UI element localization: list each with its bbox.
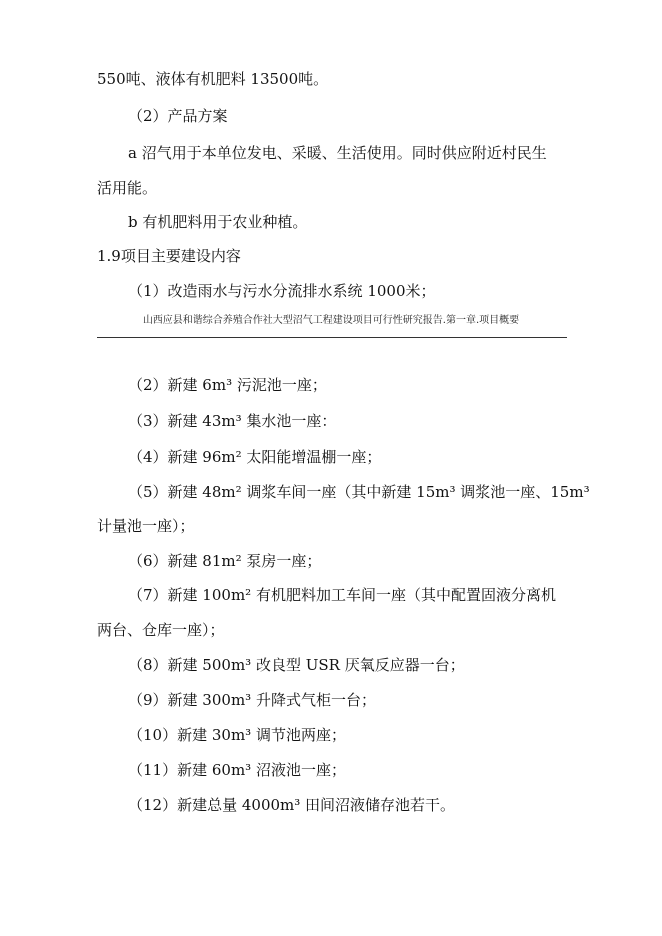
paragraph-line: a 沼气用于本单位发电、采暖、生活使用。同时供应附近村民生 xyxy=(128,144,547,162)
list-item-continuation: 两台、仓库一座）； xyxy=(97,621,225,639)
list-item-continuation: 计量池一座）； xyxy=(97,517,195,535)
list-item: （5）新建 48m² 调浆车间一座（其中新建 15m³ 调浆池一座、15m³ xyxy=(128,483,590,501)
list-item: （7）新建 100m² 有机肥料加工车间一座（其中配置固液分离机 xyxy=(128,586,556,604)
list-item: （6）新建 81m² 泵房一座； xyxy=(128,552,322,570)
section-heading-product-plan: （2）产品方案 xyxy=(128,107,228,125)
list-item: （3）新建 43m³ 集水池一座： xyxy=(128,412,337,430)
section-heading-construction: 1.9项目主要建设内容 xyxy=(97,247,241,265)
footer-divider xyxy=(97,337,567,338)
list-item: （11）新建 60m³ 沼液池一座； xyxy=(128,761,346,779)
list-item: （2）新建 6m³ 污泥池一座； xyxy=(128,376,327,394)
list-item: （8）新建 500m³ 改良型 USR 厌氧反应器一台； xyxy=(128,656,465,674)
list-item: （12）新建总量 4000m³ 田间沼液储存池若干。 xyxy=(128,796,456,814)
paragraph-line: b 有机肥料用于农业种植。 xyxy=(128,213,308,231)
list-item: （9）新建 300m³ 升降式气柜一台； xyxy=(128,691,376,709)
paragraph-line: 550吨、液体有机肥料 13500吨。 xyxy=(97,70,329,88)
list-item: （10）新建 30m³ 调节池两座； xyxy=(128,726,346,744)
list-item: （4）新建 96m² 太阳能增温棚一座； xyxy=(128,448,382,466)
list-item: （1）改造雨水与污水分流排水系统 1000米； xyxy=(128,282,436,300)
page-footer: 山西应县和谐综合养殖合作社大型沼气工程建设项目可行性研究报告.第一章.项目概要 xyxy=(142,315,520,326)
paragraph-line: 活用能。 xyxy=(97,179,158,197)
